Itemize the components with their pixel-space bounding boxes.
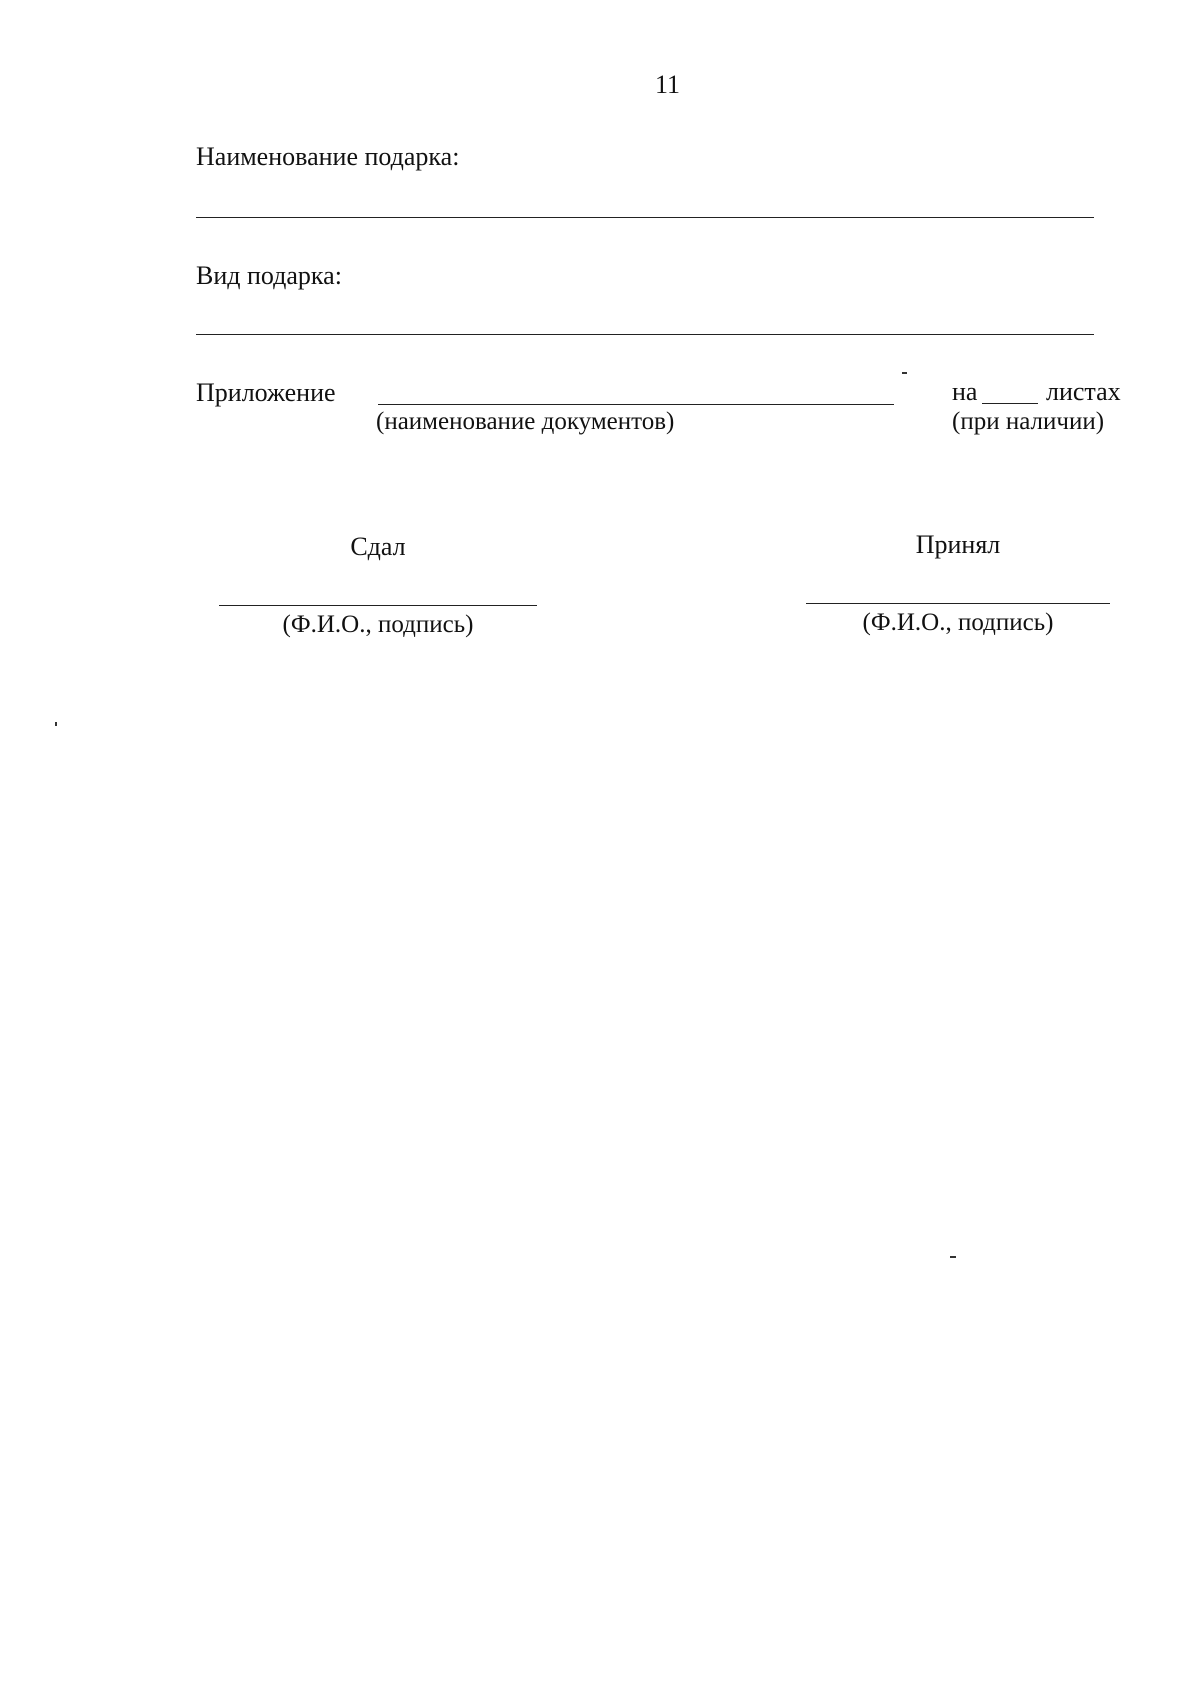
attachment-hint: (наименование документов) [376, 408, 675, 435]
attachment-label: Приложение [196, 378, 336, 407]
received-hint: (Ф.И.О., подпись) [862, 609, 1054, 636]
sheets-prefix: на [952, 377, 978, 406]
handed-over-label: Сдал [350, 532, 406, 561]
handed-over-signature-line [219, 605, 537, 606]
gift-type-label: Вид подарка: [196, 261, 342, 290]
sheets-suffix: листах [1046, 377, 1121, 406]
scan-speck [902, 372, 907, 374]
received-signature-line [806, 603, 1110, 604]
gift-name-label: Наименование подарка: [196, 142, 460, 171]
received-label: Принял [915, 530, 1001, 559]
attachment-fill-line [378, 404, 894, 405]
scan-speck [950, 1256, 956, 1258]
sheets-count-line [982, 403, 1038, 404]
gift-type-fill-line [196, 334, 1094, 335]
scan-speck [55, 722, 57, 726]
handed-over-hint: (Ф.И.О., подпись) [282, 611, 474, 638]
gift-name-fill-line [196, 217, 1094, 218]
page-number: 11 [655, 70, 681, 99]
sheets-hint: (при наличии) [952, 408, 1105, 435]
